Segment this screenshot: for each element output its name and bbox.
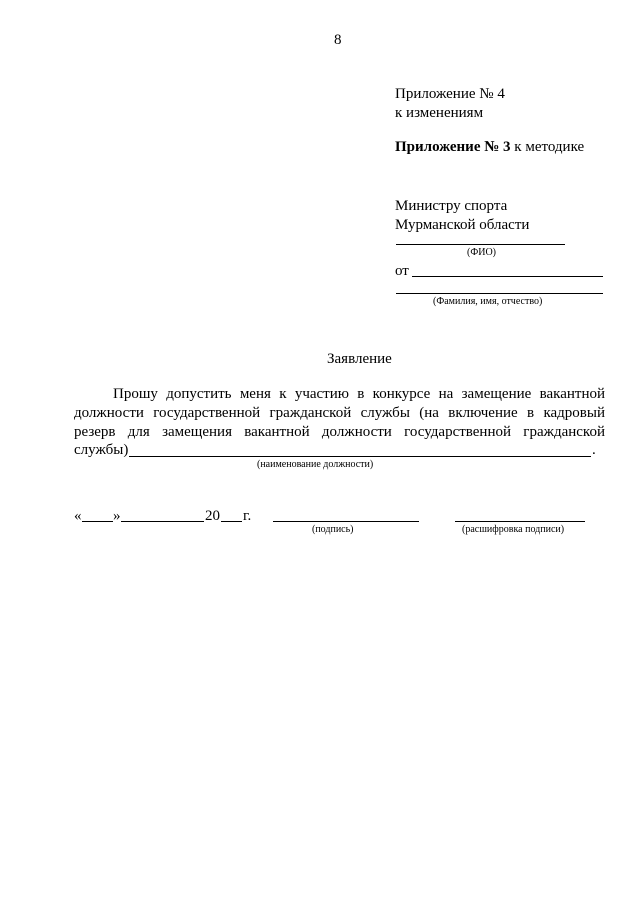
year-prefix: 20 (205, 508, 220, 524)
signature-caption: (подпись) (312, 524, 354, 535)
month-line (121, 521, 204, 522)
date-open-quote: « (74, 508, 82, 524)
year-suffix: г. (243, 508, 252, 524)
fullname-caption: (Фамилия, имя, отчество) (433, 296, 543, 307)
date-close-quote: » (113, 508, 121, 524)
day-line (82, 521, 113, 522)
year-line (221, 521, 242, 522)
appendix-line-3-bold: Приложение № 3 (395, 139, 511, 155)
page-number: 8 (334, 32, 342, 48)
decoding-caption: (расшифровка подписи) (462, 524, 565, 535)
body-line-1: Прошу допустить меня к участию в конкурсе на замещение вакантной (113, 386, 605, 402)
document-title: Заявление (327, 351, 392, 367)
body-line-2: должности государственной гражданской службы (на включение в кадровый (74, 405, 605, 421)
fio-line (396, 244, 565, 245)
appendix-line-2: к изменениям (395, 105, 484, 121)
body-line-4-end: . (592, 442, 596, 458)
body-line-3: резерв для замещения вакантной должности государственной гражданской (74, 424, 605, 440)
body-line-4-start: службы) (74, 442, 129, 458)
fullname-line (396, 293, 603, 294)
appendix-line-3 (395, 138, 584, 156)
addressee-line-2: Мурманской области (395, 217, 530, 233)
from-prefix: от (395, 263, 409, 279)
decoding-line (455, 521, 585, 522)
addressee-line-1: Министру спорта (395, 198, 508, 214)
position-line (129, 456, 591, 457)
position-caption: (наименование должности) (257, 459, 374, 470)
signature-line (273, 521, 419, 522)
appendix-line-1: Приложение № 4 (395, 86, 505, 102)
from-line (412, 276, 603, 277)
appendix-line-3-rest: к методике (510, 139, 585, 155)
fio-caption: (ФИО) (467, 247, 497, 258)
